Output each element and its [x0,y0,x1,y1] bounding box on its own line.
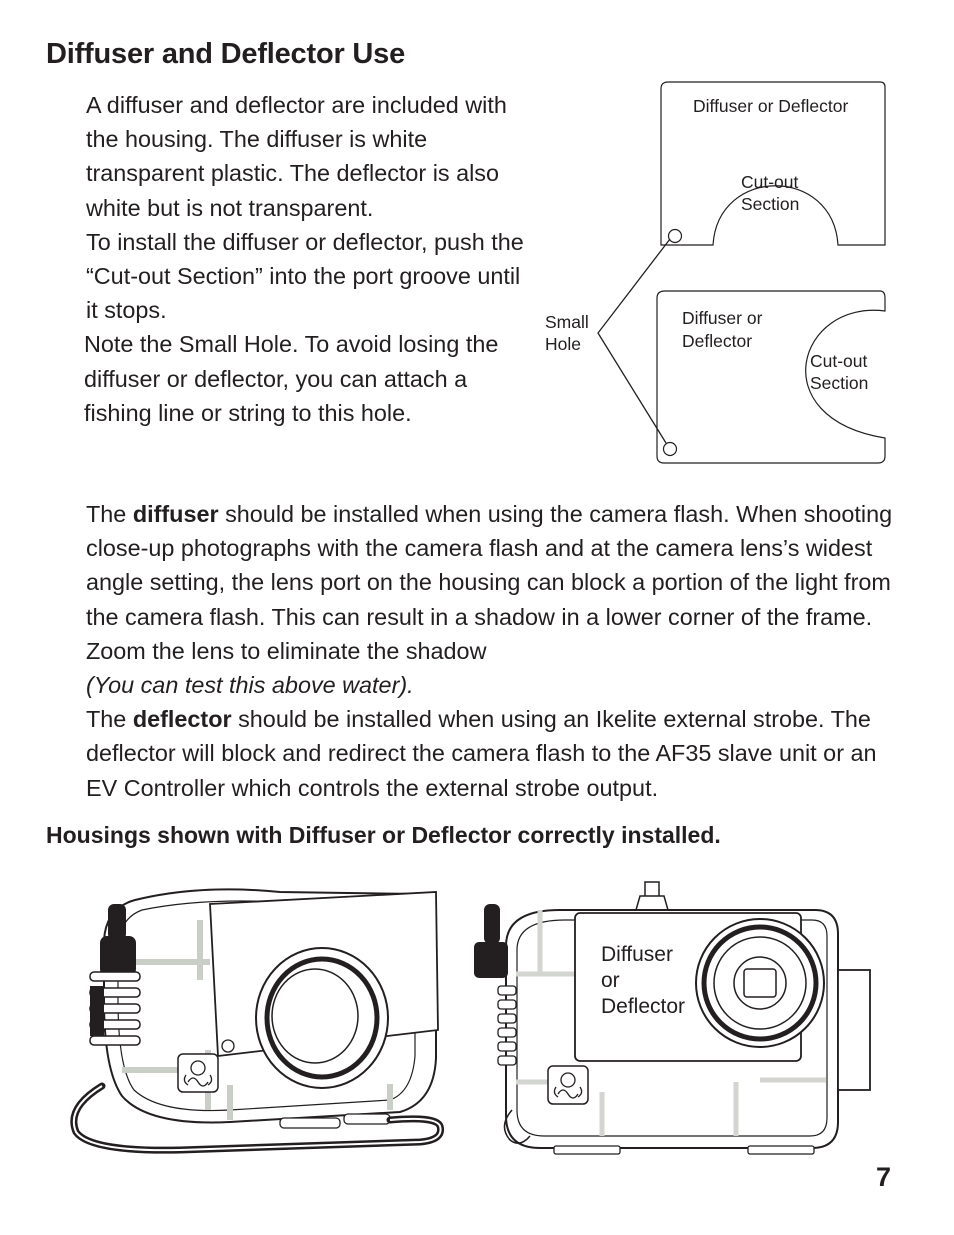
bottom-cutout-label-line2: Section [810,373,869,393]
left-housing-foot-1 [280,1118,340,1128]
right-housing-button-6 [498,1056,516,1065]
deflector-lead: The [86,706,133,733]
top-cutout-label-line1: Cut-out [741,172,799,192]
diffuser-lead: The [86,501,133,527]
diffuser-paragraph [86,497,906,702]
intro-paragraph-small-hole: Note the Small Hole. To avoid losing the diffuser or deflector, you can attach a fishing line or string to this hole. [84,331,499,426]
right-diffuser-label-line3: Deflector [601,995,686,1018]
right-housing [474,882,870,1154]
diffuser-note: (You can test this above water). [86,672,414,699]
left-lens-port-glass [272,969,358,1063]
left-housing-button-5 [90,1036,140,1045]
right-housing-button-3 [498,1014,516,1023]
right-lens-window [744,969,776,997]
right-octopus-logo [548,1066,588,1104]
right-housing-side-door [838,970,870,1090]
page-number: 7 [876,1162,892,1192]
right-housing-button-4 [498,1028,516,1037]
right-housing-button-1 [498,986,516,995]
left-housing-knob [100,936,136,976]
deflector-paragraph [86,702,906,805]
page-title: Diffuser and Deflector Use [46,38,405,70]
diffuser-body: should be installed when using the camera flash. When shooting close-up photographs with the camera flash and at the camera lens’s widest angle setting, the lens port on the housing can block a portion of the light from the camera flash. This can result in a shadow in a lower corner of the frame. Zoom the lens to eliminate the shadow [86,501,893,664]
right-diffuser-label-line1: Diffuser [601,943,673,966]
left-octopus-logo [178,1054,218,1092]
right-housing-foot-2 [748,1146,814,1154]
bottom-plate-label-line1: Diffuser or [682,308,763,328]
top-cutout-label-line2: Section [741,194,800,214]
right-housing-foot-1 [554,1146,620,1154]
bottom-plate-label-line2: Deflector [682,331,753,351]
figure-caption: Housings shown with Diffuser or Deflector correctly installed. [46,822,721,848]
right-housing-knob-stem [484,904,500,944]
intro-paragraph-description: A diffuser and deflector are included with the housing. The diffuser is white transparent plastic. The deflector is also white but is not transparent. [86,92,507,221]
right-housing-top-button-base [636,896,668,910]
left-housing [74,889,441,1150]
top-small-hole [669,230,682,243]
bottom-cutout-label-line1: Cut-out [810,351,868,371]
right-housing-knob [474,942,508,978]
left-housing-foot-2 [344,1114,390,1124]
right-housing-button-2 [498,1000,516,1009]
bottom-small-hole [664,443,677,456]
deflector-body: should be installed when using an Ikelite external strobe. The deflector will block and redirect the camera flash to the AF35 slave unit or an EV Controller which controls the external strobe output. [86,706,877,801]
housings-illustration [60,870,890,1160]
left-housing-clip [90,986,104,1036]
usage-text [86,497,906,805]
top-plate-label: Diffuser or Deflector [693,96,849,116]
diffuser-term: diffuser [132,501,219,527]
left-diffuser-small-hole [222,1040,234,1052]
intro-text [86,88,526,430]
diffuser-deflector-diagram [540,78,900,473]
small-hole-label-line2: Hole [545,334,581,354]
small-hole-label-line1: Small [545,312,589,332]
left-housing-knob-stem [108,904,126,940]
right-diffuser-label-line2: or [601,969,620,992]
left-housing-button-1 [90,972,140,981]
right-housing-button-5 [498,1042,516,1051]
intro-paragraph-install: To install the diffuser or deflector, push the “Cut-out Section” into the port groove until it stops. [86,228,524,324]
deflector-term: deflector [132,706,232,733]
